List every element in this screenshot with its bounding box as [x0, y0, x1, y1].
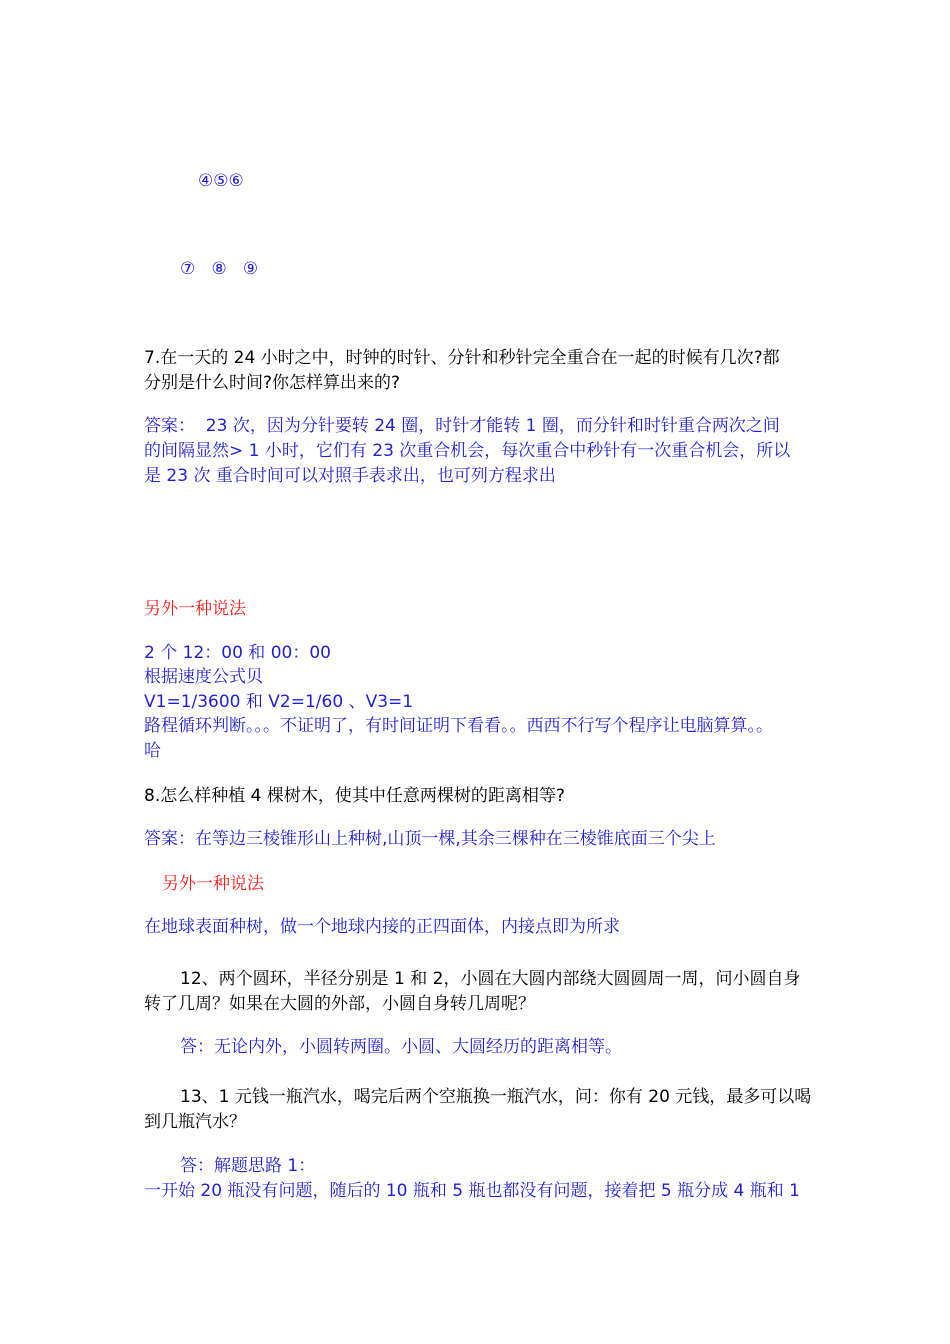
q7-answer-line2: 的间隔显然> 1 小时，它们有 23 次重合机会，每次重合中秒针有一次重合机会，所以	[144, 441, 791, 461]
q7-question-line2: 分别是什么时间?你怎样算出来的?	[144, 373, 401, 393]
circled-numbers-row-2: ⑦ ⑧ ⑨	[180, 259, 259, 279]
q13-answer-label: 答：解题思路 1：	[180, 1156, 316, 1176]
q8-alt-heading: 另外一种说法	[162, 874, 264, 894]
q8-answer: 答案：在等边三棱锥形山上种树,山顶一棵,其余三棵种在三棱锥底面三个尖上	[144, 829, 716, 849]
circled-numbers-row-1: ④⑤⑥	[198, 171, 244, 191]
q13-answer-line1: 一开始 20 瓶没有问题，随后的 10 瓶和 5 瓶也都没有问题，接着把 5 瓶分成 4 瓶和 1	[144, 1181, 800, 1201]
q8-alt-answer: 在地球表面种树，做一个地球内接的正四面体，内接点即为所求	[144, 917, 620, 937]
q13-question-line1: 13、1 元钱一瓶汽水，喝完后两个空瓶换一瓶汽水，问：你有 20 元钱，最多可以喝	[180, 1087, 812, 1107]
q12-question-line1: 12、两个圆环，半径分别是 1 和 2，小圆在大圆内部绕大圆圆周一周，问小圆自身	[180, 969, 801, 989]
q12-question-line2: 转了几周？如果在大圆的外部，小圆自身转几周呢？	[144, 994, 535, 1014]
q7-alt-line4: 路程循环判断。。。不证明了，有时间证明下看看。。西西不行写个程序让电脑算算。。	[144, 716, 773, 736]
q7-alt-line3: V1=1/3600 和 V2=1/60 、V3=1	[144, 692, 414, 712]
q7-answer-line1: 答案： 23 次，因为分针要转 24 圈，时针才能转 1 圈，而分针和时针重合两次之间	[144, 416, 780, 436]
q12-answer: 答：无论内外，小圆转两圈。小圆、大圆经历的距离相等。	[180, 1037, 622, 1057]
q13-question-line2: 到几瓶汽水？	[144, 1112, 246, 1132]
q7-answer-line3: 是 23 次 重合时间可以对照手表求出，也可列方程求出	[144, 466, 556, 486]
q7-question-line1: 7.在一天的 24 小时之中，时钟的时针、分针和秒针完全重合在一起的时候有几次?都	[144, 348, 780, 368]
q7-alt-line2: 根据速度公式贝	[144, 667, 263, 687]
q7-alt-heading: 另外一种说法	[144, 599, 246, 619]
q7-alt-line5: 哈	[144, 741, 161, 761]
q8-question: 8.怎么样种植 4 棵树木，使其中任意两棵树的距离相等?	[144, 786, 565, 806]
q7-alt-line1: 2 个 12：00 和 00：00	[144, 643, 331, 663]
